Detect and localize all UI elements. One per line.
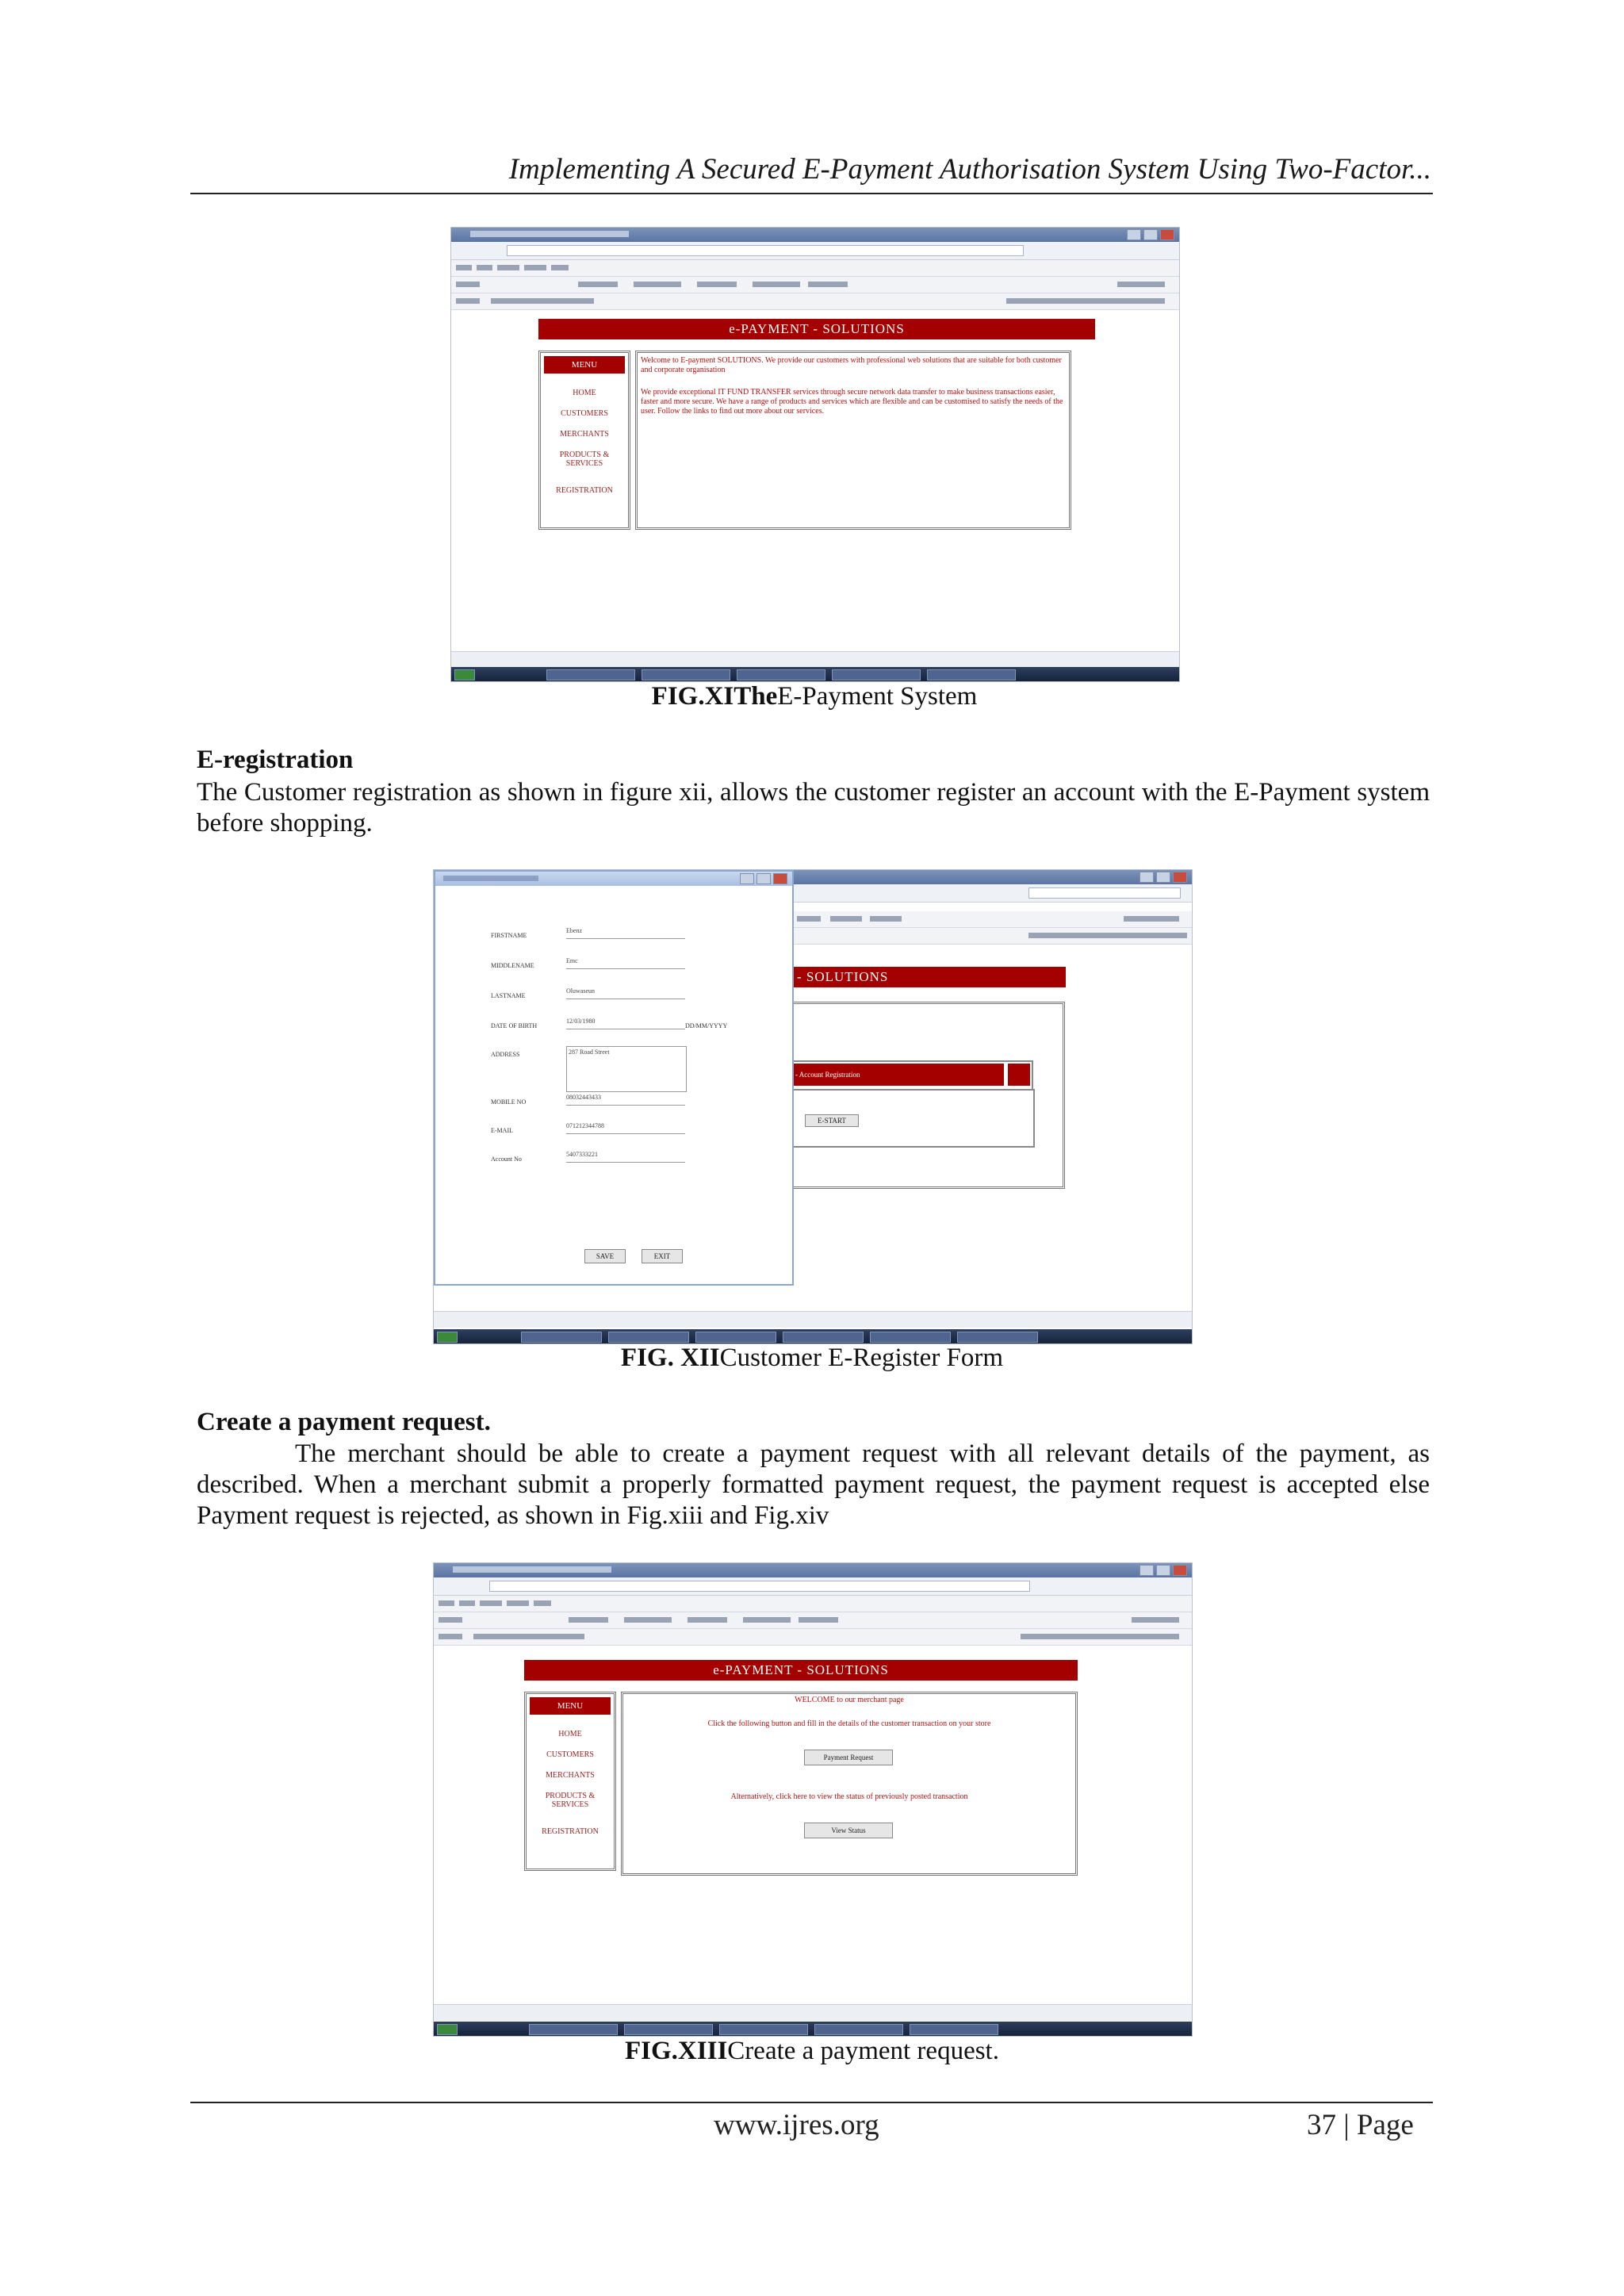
dialog-titlebar [435, 872, 792, 886]
status-bar [451, 651, 1179, 668]
status-bar [434, 1311, 1192, 1328]
status-bar [434, 2004, 1192, 2021]
payment-instruction: Click the following button and fill in the details of the customer transaction on your store [707, 1719, 991, 1728]
firstname-label: FIRSTNAME [491, 932, 527, 939]
site-menu [538, 351, 630, 530]
account-no-field[interactable]: 5407333221 [566, 1151, 685, 1163]
menu-item-customers[interactable]: CUSTOMERS [561, 409, 608, 418]
site-menu [524, 1692, 616, 1871]
windows-taskbar [451, 667, 1179, 681]
menu-item-registration[interactable]: REGISTRATION [556, 486, 613, 495]
menu-item-home[interactable]: HOME [558, 1730, 582, 1738]
address-field[interactable]: 287 Road Street [566, 1046, 687, 1092]
minimize-icon [1127, 229, 1141, 240]
minimize-icon [740, 873, 754, 884]
estart-button[interactable]: E-START [805, 1114, 859, 1127]
email-field[interactable]: 071212344788 [566, 1122, 685, 1134]
services-text: We provide exceptional IT FUND TRANSFER services through secure network data transfer to make business transactions easier, faster and more secure. We have a range of products and services which are flexible and can be customised to satisfy the needs of the user. Follow the links to find out more about our services. [641, 388, 1063, 416]
google-toolbar [434, 1612, 1192, 1629]
menu-item-customers[interactable]: CUSTOMERS [546, 1750, 594, 1759]
lastname-label: LASTNAME [491, 992, 526, 999]
mobile-field[interactable]: 08032443433 [566, 1094, 685, 1106]
middlename-field[interactable]: Emc [566, 957, 685, 969]
dob-field[interactable]: 12/03/1980 [566, 1018, 685, 1029]
figure-13-screenshot [433, 1562, 1193, 2037]
view-status-button[interactable]: View Status [804, 1823, 893, 1838]
close-icon [1173, 1565, 1187, 1576]
address-label: ADDRESS [491, 1051, 520, 1058]
registration-dialog [434, 870, 794, 1286]
footer-page-number: 37 | Page [1307, 2109, 1414, 2141]
account-registration-title: - Account Registration [794, 1064, 1004, 1086]
maximize-icon [756, 873, 771, 884]
window-titlebar [434, 1563, 1192, 1577]
site-banner: e-PAYMENT - SOLUTIONS [538, 319, 1095, 339]
menu-item-merchants[interactable]: MERCHANTS [560, 430, 609, 439]
tab-bar [451, 293, 1179, 310]
dob-label: DATE OF BIRTH [491, 1022, 538, 1029]
google-toolbar [451, 277, 1179, 293]
welcome-text: Welcome to E-payment SOLUTIONS. We provide our customers with professional web solutions that are suitable for both customer and corporate organisation [641, 356, 1062, 374]
menu-title: MENU [530, 1697, 611, 1715]
figure-13-caption: FIG.XIIICreate a payment request. [625, 2037, 999, 2065]
close-icon [773, 873, 787, 884]
save-button[interactable]: SAVE [584, 1249, 626, 1263]
figure-12-caption: FIG. XIICustomer E-Register Form [620, 1343, 1004, 1372]
address-bar [451, 242, 1179, 260]
menu-bar [434, 1596, 1192, 1612]
tab-bar [434, 1629, 1192, 1646]
lastname-field[interactable]: Oluwaseun [566, 987, 685, 999]
menu-bar [451, 260, 1179, 277]
account-registration-box [792, 1060, 1033, 1091]
maximize-icon [1156, 1565, 1170, 1576]
figure-11-caption: FIG.XITheE-Payment System [651, 682, 978, 711]
menu-item-registration[interactable]: REGISTRATION [542, 1827, 599, 1836]
site-banner-partial: - SOLUTIONS [792, 967, 1066, 987]
running-title: Implementing A Secured E-Payment Authorisation System Using Two-Factor... [508, 153, 1431, 186]
merchant-welcome: WELCOME to our merchant page [795, 1696, 904, 1704]
account-no-label: Account No [491, 1156, 522, 1163]
site-banner: e-PAYMENT - SOLUTIONS [524, 1660, 1078, 1681]
welcome-panel [635, 351, 1071, 530]
menu-item-merchants[interactable]: MERCHANTS [546, 1771, 595, 1780]
exit-button[interactable]: EXIT [642, 1249, 683, 1263]
windows-taskbar [434, 1329, 1192, 1343]
eregistration-paragraph: The Customer registration as shown in figure xii, allows the customer register an account with the E-Payment system before shopping. [197, 778, 1430, 838]
menu-title: MENU [544, 356, 625, 374]
eregistration-heading: E-registration [197, 746, 354, 774]
window-titlebar [451, 228, 1179, 242]
address-bar [434, 1577, 1192, 1596]
maximize-icon [1143, 229, 1158, 240]
status-instruction: Alternatively, click here to view the status of previously posted transaction [730, 1792, 968, 1801]
menu-item-home[interactable]: HOME [573, 389, 596, 397]
header-rule [190, 193, 1433, 194]
figure-12-screenshot [433, 869, 1193, 1344]
mobile-label: MOBILE NO [491, 1098, 527, 1106]
minimize-icon [1139, 1565, 1154, 1576]
menu-item-products[interactable]: PRODUCTS & SERVICES [545, 1792, 596, 1809]
merchant-panel [621, 1692, 1078, 1876]
dob-format-hint: DD/MM/YYYY [685, 1022, 728, 1029]
windows-taskbar [434, 2022, 1192, 2036]
close-icon [1160, 229, 1174, 240]
menu-item-products[interactable]: PRODUCTS & SERVICES [559, 450, 610, 468]
footer-site: www.ijres.org [714, 2109, 879, 2141]
payment-request-heading: Create a payment request. [197, 1408, 491, 1436]
payment-request-paragraph: The merchant should be able to create a payment request with all relevant details of the payment, as described. When a merchant submit a properly formatted payment request, the payment request is accepted else Payment request is rejected, as shown in Fig.xiii and Fig.xiv [197, 1439, 1430, 1530]
firstname-field[interactable]: Ebenz [566, 927, 685, 939]
email-label: E-MAIL [491, 1127, 513, 1134]
payment-request-button[interactable]: Payment Request [804, 1750, 893, 1765]
figure-11-screenshot [450, 227, 1180, 682]
middlename-label: MIDDLENAME [491, 962, 534, 969]
footer-rule [190, 2102, 1433, 2103]
